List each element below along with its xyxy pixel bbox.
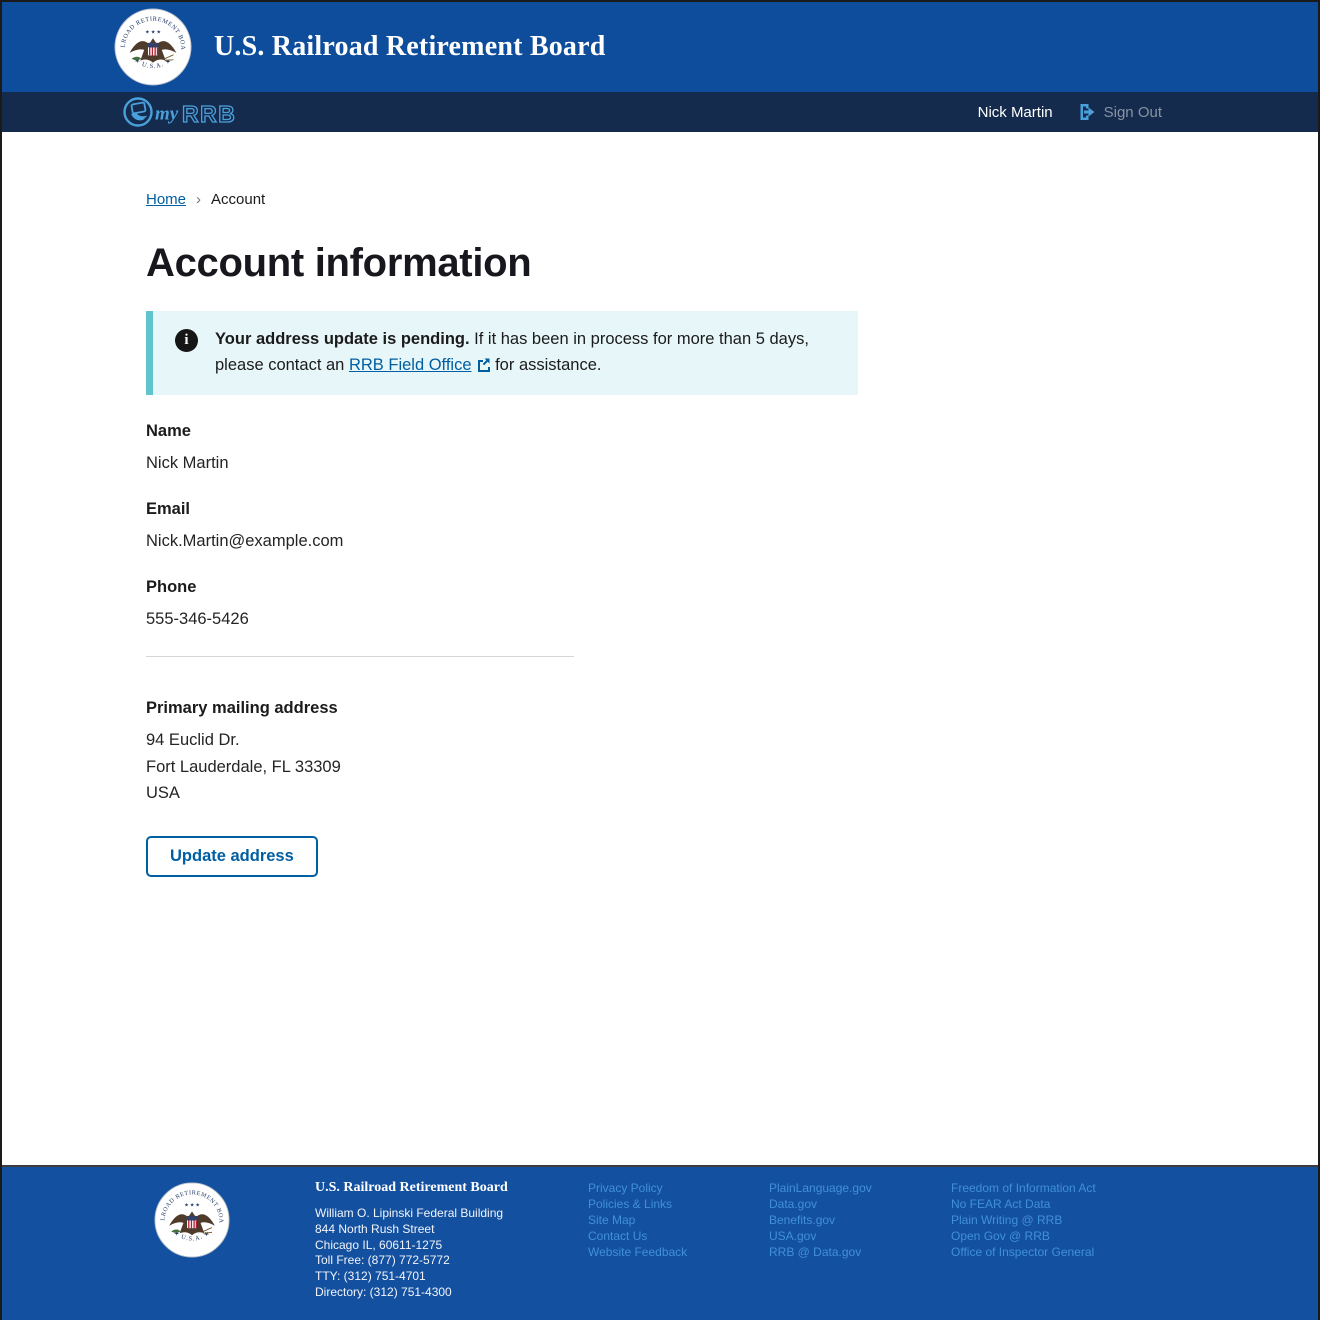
name-value: Nick Martin bbox=[146, 454, 229, 472]
footer-link-usa-gov[interactable]: USA.gov bbox=[769, 1229, 817, 1243]
footer-link-no-fear-act[interactable]: No FEAR Act Data bbox=[951, 1197, 1051, 1211]
name-field bbox=[146, 422, 1318, 473]
name-label: Name bbox=[146, 422, 191, 440]
footer-rrb-seal-logo bbox=[154, 1182, 230, 1258]
footer-address-line: Chicago IL, 60611-1275 bbox=[315, 1237, 443, 1252]
breadcrumb bbox=[146, 132, 1318, 208]
footer-links-column-3 bbox=[951, 1180, 1132, 1260]
site-footer bbox=[2, 1165, 1318, 1320]
rrb-field-office-link[interactable]: RRB Field Office bbox=[348, 356, 472, 374]
alert-message bbox=[215, 326, 828, 378]
sign-out-button[interactable] bbox=[1077, 102, 1162, 122]
footer-link-rrb-data-gov[interactable]: RRB @ Data.gov bbox=[769, 1245, 862, 1259]
nav-user-name: Nick Martin bbox=[977, 103, 1053, 121]
footer-link-plain-writing[interactable]: Plain Writing @ RRB bbox=[951, 1213, 1063, 1227]
breadcrumb-separator-icon: › bbox=[196, 191, 202, 208]
mailing-address-label: Primary mailing address bbox=[146, 699, 338, 717]
footer-links-column-1 bbox=[588, 1180, 769, 1260]
footer-link-inspector-general[interactable]: Office of Inspector General bbox=[951, 1245, 1095, 1259]
footer-link-open-gov[interactable]: Open Gov @ RRB bbox=[951, 1229, 1050, 1243]
site-header bbox=[2, 2, 1318, 92]
footer-address-line: Toll Free: (877) 772-5772 bbox=[315, 1253, 450, 1268]
app-nav-bar bbox=[2, 92, 1318, 132]
footer-link-contact-us[interactable]: Contact Us bbox=[588, 1229, 648, 1243]
footer-links-column-2 bbox=[769, 1180, 951, 1260]
external-link-icon bbox=[476, 357, 491, 372]
footer-link-privacy-policy[interactable]: Privacy Policy bbox=[588, 1181, 663, 1195]
footer-address-line: 844 North Rush Street bbox=[315, 1221, 435, 1236]
page-title: Account information bbox=[146, 241, 532, 285]
update-address-button[interactable]: Update address bbox=[146, 836, 318, 877]
phone-label: Phone bbox=[146, 578, 197, 596]
footer-link-plainlanguage[interactable]: PlainLanguage.gov bbox=[769, 1181, 872, 1195]
footer-address-line: Directory: (312) 751-4300 bbox=[315, 1284, 452, 1299]
footer-link-foia[interactable]: Freedom of Information Act bbox=[951, 1181, 1096, 1195]
main-content bbox=[2, 132, 1318, 1165]
phone-field bbox=[146, 578, 1318, 629]
breadcrumb-current: Account bbox=[211, 191, 266, 208]
alert-text-after-link: for assistance. bbox=[490, 356, 602, 374]
email-value: Nick.Martin@example.com bbox=[146, 532, 344, 550]
footer-brand-title: U.S. Railroad Retirement Board bbox=[315, 1180, 508, 1195]
rrb-seal-logo bbox=[114, 8, 192, 86]
info-icon: i bbox=[175, 329, 198, 352]
address-line: Fort Lauderdale, FL 33309 bbox=[146, 757, 341, 776]
email-label: Email bbox=[146, 500, 191, 518]
svg-text:my: my bbox=[155, 103, 179, 125]
svg-text:RRB: RRB bbox=[182, 101, 237, 127]
site-brand-title: U.S. Railroad Retirement Board bbox=[214, 31, 606, 62]
breadcrumb-home-link[interactable]: Home bbox=[146, 191, 187, 208]
alert-text-before-link: If it has been in process for more than 5 days, please contact an bbox=[215, 330, 809, 374]
sign-out-icon bbox=[1077, 102, 1098, 122]
address-line: USA bbox=[146, 784, 180, 802]
address-line: 94 Euclid Dr. bbox=[146, 731, 240, 749]
alert-bold-text: Your address update is pending. bbox=[215, 330, 470, 348]
mailing-address-section bbox=[146, 699, 1318, 807]
phone-value: 555-346-5426 bbox=[146, 610, 249, 628]
myrrb-logo[interactable] bbox=[122, 95, 250, 129]
myrrb-logo-icon bbox=[122, 95, 250, 129]
footer-agency-info bbox=[315, 1180, 515, 1301]
footer-link-data-gov[interactable]: Data.gov bbox=[769, 1197, 818, 1211]
sign-out-label: Sign Out bbox=[1103, 103, 1162, 121]
address-pending-alert bbox=[146, 311, 858, 395]
mailing-address-value bbox=[146, 727, 1318, 807]
section-divider bbox=[146, 656, 574, 657]
footer-address-line: TTY: (312) 751-4701 bbox=[315, 1269, 426, 1284]
footer-link-site-map[interactable]: Site Map bbox=[588, 1213, 636, 1227]
footer-address-line: William O. Lipinski Federal Building bbox=[315, 1206, 504, 1220]
footer-link-policies-links[interactable]: Policies & Links bbox=[588, 1197, 673, 1211]
footer-link-website-feedback[interactable]: Website Feedback bbox=[588, 1245, 688, 1259]
email-field bbox=[146, 500, 1318, 551]
footer-link-benefits-gov[interactable]: Benefits.gov bbox=[769, 1213, 836, 1227]
footer-address bbox=[315, 1206, 515, 1301]
